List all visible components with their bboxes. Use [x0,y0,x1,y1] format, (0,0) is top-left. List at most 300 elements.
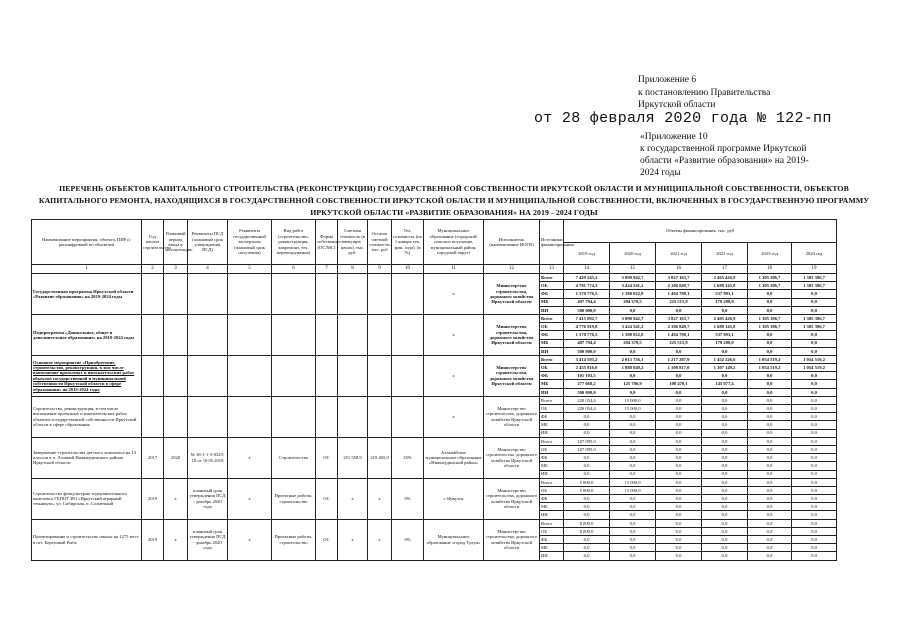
funding-value: 0,0 [564,454,610,462]
funding-value: 0,0 [656,388,702,396]
funding-value: 220 054,4 [564,396,610,404]
object-remaining: x [368,478,392,519]
object-readiness: 0% [392,478,424,519]
funding-value: 0,0 [610,503,656,511]
funding-value: 15 000,0 [610,405,656,413]
object-expertise: x [228,437,272,478]
funding-value: 0,0 [748,331,792,339]
col-header-year: 2020 год [610,243,656,265]
funding-value: 0,0 [748,552,792,560]
funding-value: 0,0 [748,413,792,421]
object-psd: плановый срок утверждения ПСД - декабрь 2020 года [188,519,228,560]
column-number: 3 [164,265,188,274]
funding-source: ИИ [540,347,564,355]
funding-value: 1 888 049,2 [610,364,656,372]
funding-value: 0,0 [792,495,837,503]
funding-source: ФБ [540,372,564,380]
col-header-year: 2024 год [792,243,837,265]
object-municipality: Муниципальное образование «город Тулун» [424,519,484,560]
funding-source: ОБ [540,486,564,494]
funding-value: 537 993,1 [702,331,748,339]
funding-value: 0,0 [564,536,610,544]
table-row [32,314,837,322]
funding-value: 0,0 [792,511,837,519]
appendix-line: «Приложение 10 [640,132,708,142]
funding-value: 15 000,0 [610,486,656,494]
object-cost [338,396,368,437]
funding-value: 0,0 [792,462,837,470]
funding-value: 0,0 [656,552,702,560]
funding-value: 0,0 [748,339,792,347]
funding-value: 0,0 [748,519,792,527]
funding-value: 0,0 [792,429,837,437]
funding-value: 0,0 [656,437,702,445]
funding-value: 0,0 [564,421,610,429]
funding-value: 0,0 [610,454,656,462]
object-start-year: 2019 [142,519,164,560]
funding-value: 0,0 [702,347,748,355]
funding-value: 0,0 [792,339,837,347]
funding-value: 0,0 [610,495,656,503]
funding-value: 1 494 798,1 [656,331,702,339]
object-start-year [142,314,164,355]
col-header-municipality: Муниципальное образование (городской/сельское поселение, муниципальный район, городской округ) [424,220,484,265]
object-psd [188,274,228,315]
object-psd [188,396,228,437]
table-row [32,519,837,527]
funding-value: 0,0 [610,470,656,478]
object-municipality: x [424,355,484,396]
funding-value: 0,0 [656,519,702,527]
column-number: 5 [228,265,272,274]
column-number: 7 [316,265,338,274]
object-work-kind [272,396,316,437]
funding-value: 0,0 [748,405,792,413]
column-number: 18 [748,265,792,274]
funding-source: ИИ [540,429,564,437]
object-expertise [228,314,272,355]
funding-value: 0,0 [610,462,656,470]
funding-source: ИИ [540,552,564,560]
object-remaining [368,274,392,315]
appendix-line: 2024 годы [640,168,681,178]
col-header-volumes: Объемы финансирования, тыс. руб [564,220,837,243]
object-expertise [228,396,272,437]
funding-value: 2 455 816,0 [564,364,610,372]
funding-value: 1 305 396,7 [792,314,837,322]
object-municipality: Алзамайское муниципальное образование «Нижнеудинский район» [424,437,484,478]
funding-value: 0,0 [748,544,792,552]
column-number: 19 [792,265,837,274]
funding-value: 0,0 [748,454,792,462]
object-ownership: ОС [316,519,338,560]
funding-value: 5 090 942,7 [610,314,656,322]
funding-value: 0,0 [748,462,792,470]
funding-value: 0,0 [702,396,748,404]
funding-value: 0,0 [702,544,748,552]
funding-value: 0,0 [564,495,610,503]
table-row [32,437,837,445]
object-municipality: x [424,314,484,355]
object-cost [338,314,368,355]
funding-value: 0,0 [702,421,748,429]
funding-source: Всего [540,478,564,486]
funding-value: 0,0 [702,511,748,519]
funding-value: 0,0 [656,413,702,421]
funding-value: 0,0 [702,519,748,527]
funding-value: 0,0 [656,421,702,429]
object-executor: Министерство строительства, дорожного хозяйства Иркутской области [484,355,540,396]
funding-value: 1 570 776,5 [564,331,610,339]
object-period [164,355,188,396]
funding-value: 0,0 [792,503,837,511]
col-header-work-kind: Вид работ (строительство, реконструкция, капремонт, тех. перевооружение) [272,220,316,265]
object-start-year [142,355,164,396]
funding-value: 0,0 [792,519,837,527]
funding-source: ИИ [540,388,564,396]
funding-source: МБ [540,503,564,511]
funding-source: Всего [540,314,564,322]
appendix-line: Иркутской области [638,100,716,110]
object-psd [188,355,228,396]
object-name: Строительство, реконструкция, в том числе выполнение проектных и изыскательских работ, объектов государственной собственности Иркутской области в сфере образования [32,396,142,437]
funding-value: 1 380 022,8 [610,331,656,339]
funding-value: 145 077,4 [702,380,748,388]
funding-value: 3 424 541,2 [610,323,656,331]
funding-value: 3 424 541,2 [610,282,656,290]
funding-value: 1 305 396,7 [792,282,837,290]
appendix-header [638,74,770,112]
object-executor: Министерство строительства, дорожного хозяйства Иркутской области [484,396,540,437]
funding-value: 0,0 [792,437,837,445]
funding-value: 0,0 [702,429,748,437]
object-municipality: г. Иркутск [424,478,484,519]
funding-source: ОБ [540,364,564,372]
object-period [164,274,188,315]
funding-value: 0,0 [656,536,702,544]
funding-value: 0,0 [702,405,748,413]
funding-value: 0,0 [564,462,610,470]
funding-value: 3 827 163,7 [656,314,702,322]
column-number: 1 [32,265,142,274]
funding-value: 0,0 [792,405,837,413]
column-number: 17 [702,265,748,274]
funding-value: 580 000,0 [564,347,610,355]
funding-value: 0,0 [610,527,656,535]
funding-value: 1 305 396,7 [792,323,837,331]
funding-value: 0,0 [656,478,702,486]
object-ownership [316,396,338,437]
object-executor: Министерство строительства, дорожного хозяйства Иркутской области [484,478,540,519]
funding-value: 0,0 [656,347,702,355]
col-header-name: Наименование мероприятия, объекта, ПИР (с расшифровкой по объектам) [32,220,142,265]
funding-source: МБ [540,380,564,388]
funding-value: 294 378,5 [610,339,656,347]
object-readiness [392,314,424,355]
object-expertise: x [228,478,272,519]
funding-value: 0,0 [702,454,748,462]
funding-value: 179 288,0 [702,298,748,306]
object-psd: № 38-1-1-3-0323-18 от 10.05.2018 [188,437,228,478]
object-name: Проектирование и строительство школы на 1275 мест в пгт. Березовый Рыба [32,519,142,560]
column-number: 10 [392,265,424,274]
funding-value: 0,0 [702,478,748,486]
col-header-executor: Исполнитель (наименование ИОГВ) [484,220,540,265]
object-executor: Министерство строительства, дорожного хозяйства Иркутской области [484,274,540,315]
object-name: Основное мероприятие «Приобретение, строительство, реконструкция, в том числе выполнение проектных и изыскательских работ объектов государственной и муниципальной собственности Иркутской области в сфере образования» на 2019-2024 годы [32,355,142,396]
object-psd [188,314,228,355]
object-psd: плановый срок утверждения ПСД - декабрь 2020 года [188,478,228,519]
funding-value: 1 217 287,9 [656,355,702,363]
funding-source: Всего [540,396,564,404]
funding-source: Всего [540,274,564,282]
funding-value: 294 378,5 [610,298,656,306]
funding-value: 0,0 [748,536,792,544]
title-line: ПЕРЕЧЕНЬ ОБЪЕКТОВ КАПИТАЛЬНОГО СТРОИТЕЛЬСТВА (РЕКОНСТРУКЦИИ) ГОСУДАРСТВЕННОЙ СОБСТВЕННОСТИ ИРКУТСКОЙ ОБЛАСТИ И МУНИЦИПАЛЬНОЙ СОБСТВЕННОСТИ, ОБЪЕКТОВ [59,184,849,193]
funding-value: 0,0 [792,470,837,478]
funding-source: МБ [540,544,564,552]
object-start-year [142,274,164,315]
object-executor: Министерство строительства, дорожного хозяйства Иркутской области [484,437,540,478]
object-name: Подпрограмма «Дошкольное, общее и дополнительное образование» на 2019-2024 годы [32,314,142,355]
object-period: 2020 [164,437,188,478]
funding-source: МБ [540,298,564,306]
funding-value: 0,0 [656,462,702,470]
object-municipality: x [424,396,484,437]
funding-value: 0,0 [610,306,656,314]
table-row [32,355,837,363]
funding-value: 0,0 [564,429,610,437]
funding-value: 0,0 [702,437,748,445]
funding-source: ОБ [540,323,564,331]
funding-value: 0,0 [792,478,837,486]
object-start-year [142,396,164,437]
table-row [32,478,837,486]
col-header-year: 2022 год [702,243,748,265]
object-cost [338,355,368,396]
funding-value: 0,0 [656,503,702,511]
funding-value: 0,0 [702,445,748,453]
column-number: 2 [142,265,164,274]
object-readiness [392,355,424,396]
funding-value: 0,0 [792,413,837,421]
object-readiness [392,396,424,437]
funding-value: 2 465 426,9 [702,274,748,282]
funding-value: 0,0 [656,544,702,552]
funding-value: 0,0 [792,380,837,388]
appendix-line: Приложение 6 [638,75,697,85]
funding-value: 0,0 [656,405,702,413]
funding-value: 1 054 519,2 [792,364,837,372]
funding-value: 225 515,9 [656,298,702,306]
funding-value: 15 000,0 [610,396,656,404]
funding-source: Всего [540,519,564,527]
col-header-cost: Сметная стоимость (в текущих ценах), тыс. руб. [338,220,368,265]
funding-value: 0,0 [792,306,837,314]
funding-value: 1 305 396,7 [748,323,792,331]
funding-value: 497 794,4 [564,298,610,306]
funding-value: 0,0 [656,396,702,404]
funding-value: 225 515,9 [656,339,702,347]
funding-source: МБ [540,421,564,429]
funding-value: 537 993,1 [702,290,748,298]
funding-value: 0,0 [748,380,792,388]
funding-value: 0,0 [656,306,702,314]
funding-value: 0,0 [748,495,792,503]
funding-value: 2 013 756,1 [610,355,656,363]
funding-value: 0,0 [656,527,702,535]
funding-value: 0,0 [748,372,792,380]
funding-value: 0,0 [656,495,702,503]
object-ownership [316,274,338,315]
column-number: 13 [540,265,564,274]
object-ownership: ОС [316,478,338,519]
funding-value: 0,0 [748,306,792,314]
funding-value: 0,0 [748,478,792,486]
funding-value: 580 000,0 [564,388,610,396]
object-executor: Министерство строительства, дорожного хозяйства Иркутской области [484,519,540,560]
column-number: 9 [368,265,392,274]
funding-value: 1 380 022,8 [610,290,656,298]
funding-value: 0,0 [792,347,837,355]
funding-source: ИИ [540,306,564,314]
funding-value: 4 781 774,3 [564,282,610,290]
funding-value: 1 688 145,8 [702,282,748,290]
funding-value: 1 452 226,6 [702,355,748,363]
funding-value: 5 090 942,7 [610,274,656,282]
object-municipality: x [424,274,484,315]
column-number: 15 [610,265,656,274]
appendix-line: области «Развитие образования» на 2019- [640,156,809,166]
object-readiness: 35% [392,437,424,478]
object-readiness [392,274,424,315]
funding-value: 0,0 [748,503,792,511]
funding-value: 0,0 [702,495,748,503]
funding-source: ОБ [540,445,564,453]
funding-value: 179 288,0 [702,339,748,347]
funding-value: 108 470,1 [656,380,702,388]
funding-value: 101 103,5 [564,372,610,380]
funding-value: 487 794,4 [564,339,610,347]
funding-value: 0,0 [610,437,656,445]
object-name: Строительство физкультурно-оздоровительного комплекса ГБПОУ ИО «Иркутский аграрный техникум», ул. Сибирская, п. Солнечный [32,478,142,519]
column-number: 12 [484,265,540,274]
funding-value: 7 429 245,2 [564,274,610,282]
funding-value: 187 095,9 [564,445,610,453]
table-row [32,274,837,282]
funding-value: 8 000,0 [564,519,610,527]
funding-value: 15 000,0 [610,478,656,486]
document-title [25,183,883,219]
funding-value: 0,0 [702,536,748,544]
funding-value: 1 305 396,7 [748,314,792,322]
object-cost: x [338,519,368,560]
object-remaining [368,396,392,437]
funding-value: 5 000,0 [564,486,610,494]
funding-value: 0,0 [656,470,702,478]
funding-source: ФБ [540,536,564,544]
col-header-year: 2021 год [656,243,702,265]
funding-value: 0,0 [748,421,792,429]
funding-value: 0,0 [748,298,792,306]
funding-value: 0,0 [748,429,792,437]
funding-value: 580 000,0 [564,306,610,314]
funding-value: 1 305 396,7 [792,274,837,282]
funding-value: 0,0 [702,552,748,560]
funding-value: 0,0 [702,372,748,380]
funding-value: 0,0 [702,503,748,511]
funding-value: 1 305 396,7 [748,274,792,282]
object-period: x [164,478,188,519]
funding-value: 2 106 849,7 [656,282,702,290]
column-number: 6 [272,265,316,274]
object-expertise [228,274,272,315]
funding-value: 0,0 [792,298,837,306]
funding-value: 1 305 396,7 [748,282,792,290]
funding-value: 0,0 [748,396,792,404]
funding-value: 1 054 519,2 [792,355,837,363]
col-header-remaining: Остаток сметной стоимости, тыс. руб [368,220,392,265]
funding-value: 0,0 [702,306,748,314]
funding-value: 0,0 [792,454,837,462]
funding-value: 5 000,0 [564,478,610,486]
funding-value: 0,0 [610,445,656,453]
funding-value: 277 668,2 [564,380,610,388]
object-remaining [368,314,392,355]
funding-source: ФБ [540,331,564,339]
funding-value: 0,0 [656,511,702,519]
col-header-start-year: Год начала строительства [142,220,164,265]
col-header-period: Плановый период ввода в эксплуатацию [164,220,188,265]
funding-value: 0,0 [656,445,702,453]
funding-value: 0,0 [702,388,748,396]
funding-value: 0,0 [564,511,610,519]
funding-value: 1 570 776,5 [564,290,610,298]
funding-value: 0,0 [656,372,702,380]
object-remaining: x [368,519,392,560]
funding-value: 8 000,0 [564,527,610,535]
funding-source: ОБ [540,282,564,290]
funding-value: 0,0 [702,527,748,535]
funding-value: 0,0 [748,527,792,535]
funding-value: 2 106 849,7 [656,323,702,331]
funding-value: 187 095,9 [564,437,610,445]
funding-source: ОБ [540,527,564,535]
funding-value: 0,0 [748,486,792,494]
object-cost: x [338,478,368,519]
funding-value: 0,0 [610,413,656,421]
funding-value: 0,0 [792,372,837,380]
funding-value: 0,0 [702,486,748,494]
funding-value: 0,0 [792,445,837,453]
funding-value: 1 108 817,0 [656,364,702,372]
funding-value: 1 494 798,1 [656,290,702,298]
column-number: 4 [188,265,228,274]
funding-value: 3 414 593,2 [564,355,610,363]
funding-value: 1 307 149,2 [702,364,748,372]
object-work-kind [272,274,316,315]
funding-value: 0,0 [792,396,837,404]
funding-source: Всего [540,437,564,445]
funding-value: 0,0 [656,429,702,437]
funding-value: 0,0 [610,511,656,519]
funding-value: 0,0 [792,331,837,339]
funding-value: 0,0 [564,503,610,511]
column-number: 11 [424,265,484,274]
funding-value: 0,0 [610,552,656,560]
object-work-kind: Проектные работы, строительство [272,478,316,519]
object-name: Государственная программа Иркутской области «Развитие образования» на 2019-2024 годы [32,274,142,315]
